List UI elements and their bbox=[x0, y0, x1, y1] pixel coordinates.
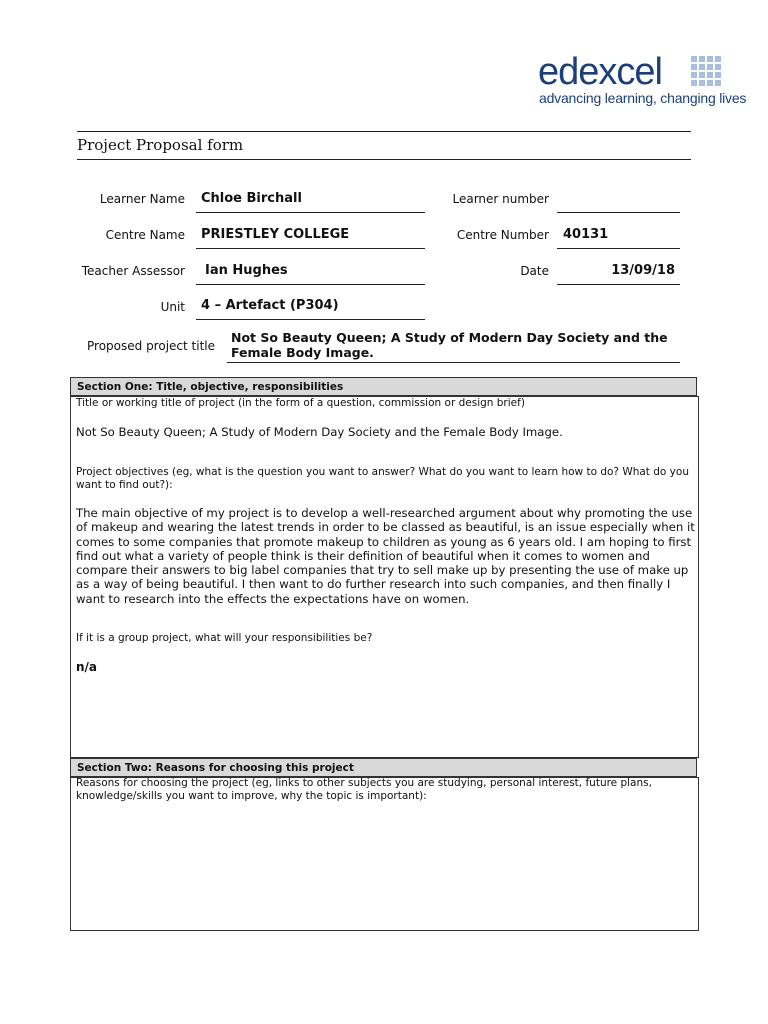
form-title: Project Proposal form bbox=[77, 136, 244, 154]
title-bottom-rule bbox=[77, 159, 691, 160]
unit-label: Unit bbox=[160, 300, 185, 314]
date-label: Date bbox=[520, 264, 549, 278]
proposed-title-underline bbox=[227, 362, 680, 363]
teacher-assessor-value[interactable]: Ian Hughes bbox=[205, 263, 288, 278]
title-prompt: Title or working title of project (in the form of a question, commission or design brief) bbox=[76, 397, 525, 409]
centre-number-underline bbox=[557, 248, 680, 249]
edexcel-tagline: advancing learning, changing lives bbox=[539, 90, 747, 106]
date-underline bbox=[557, 284, 680, 285]
teacher-assessor-underline bbox=[196, 284, 425, 285]
section-one-heading: Section One: Title, objective, responsibilities bbox=[70, 377, 697, 396]
learner-number-underline bbox=[557, 212, 680, 213]
edexcel-wordmark: edexcel bbox=[538, 51, 662, 93]
group-answer[interactable]: n/a bbox=[76, 660, 98, 674]
learner-name-underline bbox=[196, 212, 425, 213]
teacher-assessor-label: Teacher Assessor bbox=[81, 264, 185, 278]
objectives-answer[interactable]: The main objective of my project is to develop a well-researched argument about why promoting the use of makeup and wearing the latest trends in order to be classed as beautiful, is an issue especially when it comes to some companies that promote makeup to children as young as 6 years old. I am hoping to first find out what a variety of people think is their definition of beautiful when it comes to women and compare their answers to big label companies that try to sell make up by presenting the use of make up as a way of being beautiful. I then want to do further research into such companies, and then finally I want to research into the effects the expectations have on women. bbox=[76, 506, 695, 606]
unit-value[interactable]: 4 – Artefact (P304) bbox=[201, 298, 339, 313]
centre-name-label: Centre Name bbox=[105, 228, 185, 242]
unit-underline bbox=[196, 319, 425, 320]
learner-number-label: Learner number bbox=[452, 192, 549, 206]
group-prompt: If it is a group project, what will your responsibilities be? bbox=[76, 632, 373, 644]
proposed-title-value[interactable]: Not So Beauty Queen; A Study of Modern Day Society and the Female Body Image. bbox=[231, 330, 668, 360]
centre-number-label: Centre Number bbox=[456, 228, 549, 242]
title-top-rule bbox=[77, 131, 691, 132]
centre-name-value[interactable]: PRIESTLEY COLLEGE bbox=[201, 227, 350, 242]
reasons-prompt: Reasons for choosing the project (eg, links to other subjects you are studying, personal interest, future plans, knowledge/skills you want to improve, why the topic is important): bbox=[76, 777, 652, 802]
centre-name-underline bbox=[196, 248, 425, 249]
section-two-heading: Section Two: Reasons for choosing this project bbox=[70, 758, 697, 777]
date-value[interactable]: 13/09/18 bbox=[611, 263, 675, 278]
edexcel-grid-logo-icon bbox=[691, 56, 723, 88]
centre-number-value[interactable]: 40131 bbox=[563, 227, 609, 242]
title-answer[interactable]: Not So Beauty Queen; A Study of Modern Day Society and the Female Body Image. bbox=[76, 425, 563, 439]
objectives-prompt: Project objectives (eg, what is the question you want to answer? What do you want to learn how to do? What do you want to find out?): bbox=[76, 466, 689, 491]
learner-name-value[interactable]: Chloe Birchall bbox=[201, 191, 302, 206]
learner-name-label: Learner Name bbox=[99, 192, 185, 206]
proposed-title-label: Proposed project title bbox=[87, 339, 215, 353]
